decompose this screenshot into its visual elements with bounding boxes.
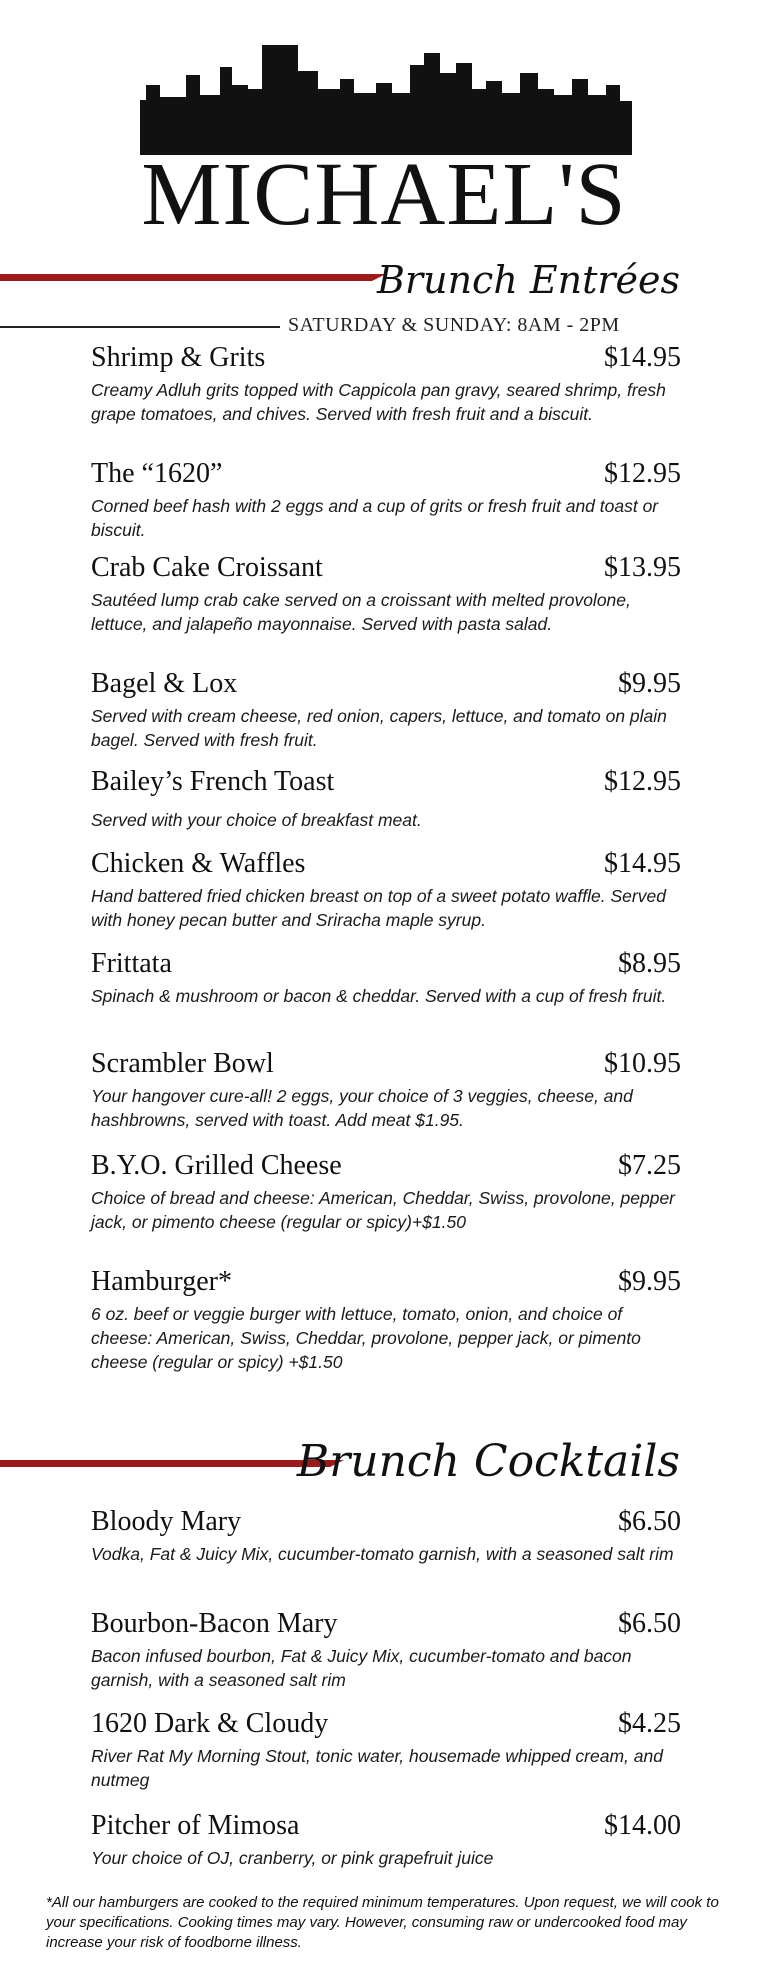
item-price: $14.95	[604, 342, 681, 373]
menu-item	[91, 1708, 681, 1792]
item-name: Frittata	[91, 948, 172, 979]
item-description: Creamy Adluh grits topped with Cappicola pan gravy, seared shrimp, fresh grape tomatoes, and chives. Served with fresh fruit and a biscuit.	[91, 380, 666, 424]
header-red-rule	[0, 1460, 330, 1467]
food-safety-disclaimer: *All our hamburgers are cooked to the required minimum temperatures. Upon request, we will cook to your specifications. Cooking times may vary. However, consuming raw or undercooked food may increase your risk of foodborne illness.	[46, 1894, 719, 1951]
item-price: $9.95	[618, 1266, 681, 1297]
item-price: $14.95	[604, 848, 681, 879]
item-description: Hand battered fried chicken breast on top of a sweet potato waffle. Served with honey pecan butter and Sriracha maple syrup.	[91, 886, 666, 930]
menu-item	[91, 342, 681, 426]
brunch-cocktails-header	[0, 1436, 768, 1496]
city-skyline-graphic	[140, 45, 632, 155]
item-price: $6.50	[618, 1506, 681, 1537]
item-name: Crab Cake Croissant	[91, 552, 323, 583]
item-price: $13.95	[604, 552, 681, 583]
menu-item	[91, 1810, 681, 1870]
item-description: River Rat My Morning Stout, tonic water, housemade whipped cream, and nutmeg	[91, 1746, 663, 1790]
item-name: The “1620”	[91, 458, 223, 489]
item-price: $10.95	[604, 1048, 681, 1079]
item-description: Corned beef hash with 2 eggs and a cup of grits or fresh fruit and toast or biscuit.	[91, 496, 659, 540]
item-price: $14.00	[604, 1810, 681, 1841]
item-name: Hamburger*	[91, 1266, 232, 1297]
section-title-cocktails: Brunch Cocktails	[296, 1436, 680, 1487]
header-red-rule	[0, 274, 372, 281]
menu-item	[91, 552, 681, 636]
item-price: $9.95	[618, 668, 681, 699]
item-price: $6.50	[618, 1608, 681, 1639]
item-price: $12.95	[604, 458, 681, 489]
item-price: $8.95	[618, 948, 681, 979]
menu-item	[91, 766, 681, 832]
item-price: $12.95	[604, 766, 681, 797]
item-description: Sautéed lump crab cake served on a croissant with melted provolone, lettuce, and jalapeño mayonnaise. Served with pasta salad.	[91, 590, 631, 634]
item-name: Bagel & Lox	[91, 668, 238, 699]
item-description: Choice of bread and cheese: American, Cheddar, Swiss, provolone, pepper jack, or pimento cheese (regular or spicy)+$1.50	[91, 1188, 676, 1232]
menu-item	[91, 458, 681, 542]
item-price: $4.25	[618, 1708, 681, 1739]
hours-row	[0, 312, 768, 342]
item-description: 6 oz. beef or veggie burger with lettuce, tomato, onion, and choice of cheese: American, Swiss, Cheddar, provolone, pepper jack, or pimento cheese (regular or spicy) +$1.50	[91, 1304, 641, 1372]
item-price: $7.25	[618, 1150, 681, 1181]
brunch-hours: SATURDAY & SUNDAY: 8AM - 2PM	[288, 314, 620, 336]
item-description: Served with cream cheese, red onion, capers, lettuce, and tomato on plain bagel. Served with fresh fruit.	[91, 706, 667, 750]
item-description: Spinach & mushroom or bacon & cheddar. Served with a cup of fresh fruit.	[91, 986, 667, 1006]
item-description: Your hangover cure-all! 2 eggs, your choice of 3 veggies, cheese, and hashbrowns, served with toast. Add meat $1.95.	[91, 1086, 633, 1130]
brunch-entrees-header	[0, 258, 768, 308]
item-description: Bacon infused bourbon, Fat & Juicy Mix, cucumber-tomato and bacon garnish, with a seasoned salt rim	[91, 1646, 632, 1690]
item-name: Bloody Mary	[91, 1506, 242, 1537]
item-name: Pitcher of Mimosa	[91, 1810, 300, 1841]
menu-item	[91, 668, 681, 752]
section-title-entrees: Brunch Entrées	[377, 258, 680, 302]
hours-rule	[0, 326, 280, 328]
item-name: Shrimp & Grits	[91, 342, 266, 373]
menu-item	[91, 848, 681, 932]
menu-item	[91, 1608, 681, 1692]
item-description: Your choice of OJ, cranberry, or pink grapefruit juice	[91, 1848, 494, 1868]
item-description: Served with your choice of breakfast meat.	[91, 810, 422, 830]
menu-item	[91, 1048, 681, 1132]
item-name: Bourbon-Bacon Mary	[91, 1608, 338, 1639]
menu-item	[91, 1266, 681, 1374]
restaurant-logo	[0, 0, 768, 244]
item-name: 1620 Dark & Cloudy	[91, 1708, 329, 1739]
item-name: Scrambler Bowl	[91, 1048, 274, 1079]
item-name: Chicken & Waffles	[91, 848, 306, 879]
item-description: Vodka, Fat & Juicy Mix, cucumber-tomato garnish, with a seasoned salt rim	[91, 1544, 674, 1564]
restaurant-name: MICHAEL'S	[141, 145, 627, 244]
menu-item	[91, 1506, 681, 1566]
menu-item	[91, 948, 681, 1008]
item-name: B.Y.O. Grilled Cheese	[91, 1150, 342, 1181]
menu-item	[91, 1150, 681, 1234]
item-name: Bailey’s French Toast	[91, 766, 335, 797]
